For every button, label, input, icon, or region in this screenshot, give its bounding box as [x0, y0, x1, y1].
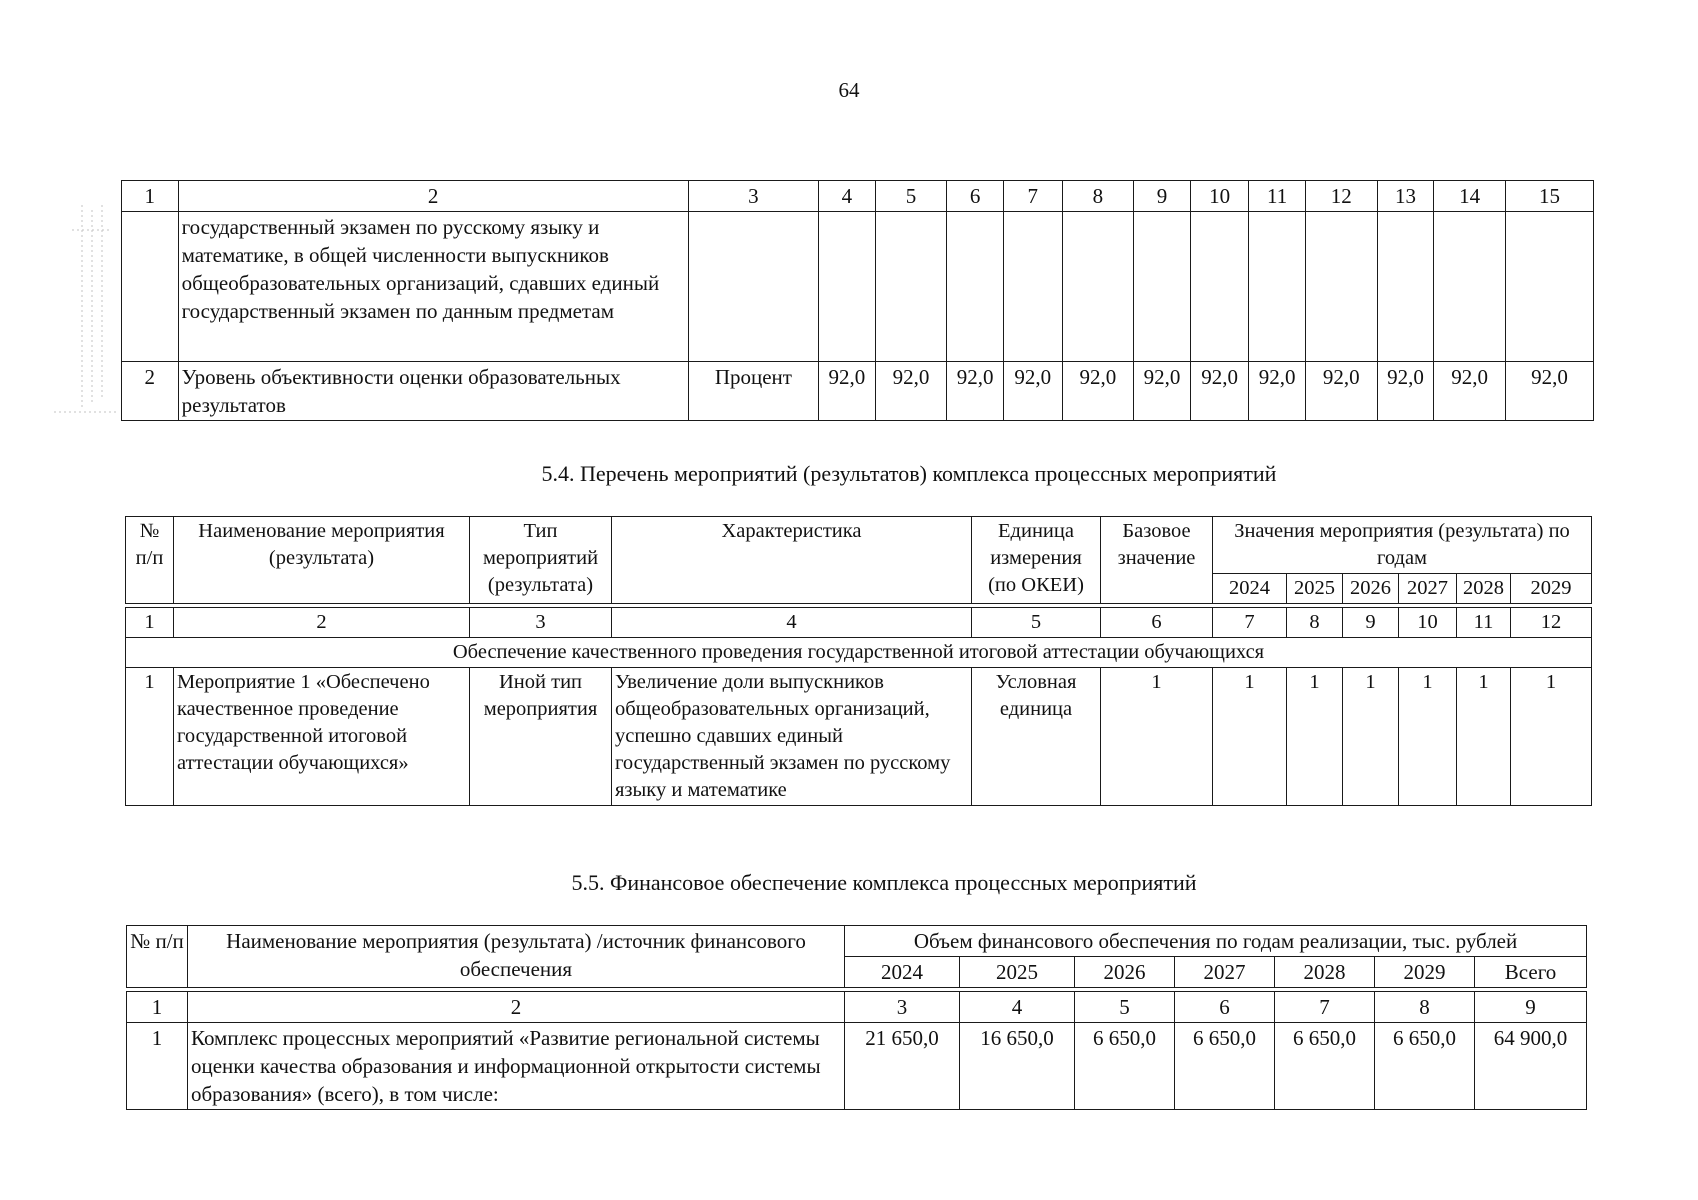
header-name: Наименование мероприятия (результата) /источник финансового обеспечения: [188, 926, 845, 988]
header-num: № п/п: [127, 926, 188, 988]
col-num: 9: [1343, 608, 1399, 638]
year-header: 2025: [960, 957, 1075, 988]
section-title-5-5: 5.5. Финансовое обеспечение комплекса процессных мероприятий: [571, 870, 1197, 895]
col-num: 13: [1377, 181, 1434, 212]
year-header: 2029: [1511, 574, 1592, 604]
value-cell: 92,0: [875, 362, 947, 421]
value-cell: 92,0: [1434, 362, 1506, 421]
table-row: [122, 362, 1594, 421]
col-num: 4: [612, 608, 972, 638]
col-num: 12: [1511, 608, 1592, 638]
section-title-5-4: 5.4. Перечень мероприятий (результатов) комплекса процессных мероприятий: [541, 461, 1277, 486]
col-num: 3: [470, 608, 612, 638]
row-number: 1: [126, 668, 174, 806]
value-cell: 1: [1343, 668, 1399, 806]
value-cell: 1: [1287, 668, 1343, 806]
col-num: 2: [174, 608, 470, 638]
col-num: 6: [947, 181, 1004, 212]
group-row: [126, 638, 1592, 668]
indicators-table: [121, 180, 1594, 421]
col-num: 15: [1505, 181, 1593, 212]
header-values-group: Значения мероприятия (результата) по годам: [1213, 517, 1592, 574]
table-row: [127, 1023, 1587, 1110]
year-header: 2025: [1287, 574, 1343, 604]
col-num: 7: [1213, 608, 1287, 638]
year-header: 2024: [1213, 574, 1287, 604]
value-cell: 92,0: [1062, 362, 1134, 421]
year-header: 2029: [1375, 957, 1475, 988]
col-num: 14: [1434, 181, 1506, 212]
header-num: № п/п: [126, 517, 174, 604]
page-number: 64: [838, 78, 860, 102]
financing-table: [126, 925, 1587, 1110]
table-header-row: [127, 926, 1587, 957]
value-cell: 92,0: [1134, 362, 1191, 421]
value-cell: 92,0: [947, 362, 1004, 421]
amount-cell: 21 650,0: [845, 1023, 960, 1110]
col-num: 9: [1134, 181, 1191, 212]
activity-name: Мероприятие 1 «Обеспечено качественное проведение государственной итоговой аттестации обучающихся»: [174, 668, 470, 806]
col-num: 1: [122, 181, 179, 212]
header-volume-group: Объем финансового обеспечения по годам реализации, тыс. рублей: [845, 926, 1587, 957]
value-cell: 1: [1213, 668, 1287, 806]
col-num: 5: [875, 181, 947, 212]
unit-cell: Процент: [688, 362, 818, 421]
total-amount-cell: 64 900,0: [1475, 1023, 1587, 1110]
complex-name: Комплекс процессных мероприятий «Развитие региональной системы оценки качества образования и информационной открытости системы образования» (всего), в том числе:: [188, 1023, 845, 1110]
col-num: 2: [188, 992, 845, 1023]
header-base: Базовое значение: [1101, 517, 1213, 604]
year-header: 2026: [1075, 957, 1175, 988]
total-header: Всего: [1475, 957, 1587, 988]
activity-type: Иной тип мероприятия: [470, 668, 612, 806]
header-characteristic: Характеристика: [612, 517, 972, 604]
col-num: 4: [819, 181, 876, 212]
col-num: 1: [126, 608, 174, 638]
unit-cell: Условная единица: [972, 668, 1101, 806]
value-cell: 92,0: [1305, 362, 1377, 421]
year-header: 2024: [845, 957, 960, 988]
group-title: Обеспечение качественного проведения государственной итоговой аттестации обучающихся: [126, 638, 1592, 668]
col-num: 9: [1475, 992, 1587, 1023]
col-num: 7: [1003, 181, 1062, 212]
indicator-name: Уровень объективности оценки образовательных результатов: [178, 362, 688, 421]
col-num: 12: [1305, 181, 1377, 212]
header-unit: Единица измерения (по ОКЕИ): [972, 517, 1101, 604]
value-cell: 92,0: [1003, 362, 1062, 421]
column-number-row: [127, 992, 1587, 1023]
col-num: 11: [1249, 181, 1306, 212]
col-num: 2: [178, 181, 688, 212]
column-number-row: [126, 608, 1592, 638]
table-header-row: [126, 517, 1592, 574]
year-header: 2028: [1457, 574, 1511, 604]
continuation-text: государственный экзамен по русскому языку и математике, в общей численности выпускников общеобразовательных организаций, сдавших единый государственный экзамен по данным предметам: [178, 212, 688, 362]
year-header: 2026: [1343, 574, 1399, 604]
value-cell: 92,0: [1190, 362, 1249, 421]
amount-cell: 6 650,0: [1375, 1023, 1475, 1110]
row-number: 2: [122, 362, 179, 421]
table-row: [126, 668, 1592, 806]
margin-stamp: [52, 200, 120, 415]
col-num: 10: [1399, 608, 1457, 638]
value-cell: 92,0: [819, 362, 876, 421]
activities-table: [125, 516, 1592, 806]
col-num: 8: [1287, 608, 1343, 638]
value-cell: 92,0: [1377, 362, 1434, 421]
table-header-row: [122, 181, 1594, 212]
value-cell: 1: [1399, 668, 1457, 806]
value-cell: 92,0: [1505, 362, 1593, 421]
col-num: 1: [127, 992, 188, 1023]
year-header: 2028: [1275, 957, 1375, 988]
amount-cell: 6 650,0: [1275, 1023, 1375, 1110]
year-header: 2027: [1175, 957, 1275, 988]
amount-cell: 6 650,0: [1175, 1023, 1275, 1110]
table-row: [122, 212, 1594, 362]
amount-cell: 6 650,0: [1075, 1023, 1175, 1110]
amount-cell: 16 650,0: [960, 1023, 1075, 1110]
col-num: 4: [960, 992, 1075, 1023]
header-type: Тип мероприятий (результата): [470, 517, 612, 604]
year-header: 2027: [1399, 574, 1457, 604]
value-cell: 1: [1511, 668, 1592, 806]
col-num: 5: [972, 608, 1101, 638]
col-num: 3: [845, 992, 960, 1023]
base-value: 1: [1101, 668, 1213, 806]
row-number: 1: [127, 1023, 188, 1110]
col-num: 3: [688, 181, 818, 212]
col-num: 6: [1101, 608, 1213, 638]
col-num: 5: [1075, 992, 1175, 1023]
header-name: Наименование мероприятия (результата): [174, 517, 470, 604]
col-num: 8: [1062, 181, 1134, 212]
col-num: 11: [1457, 608, 1511, 638]
col-num: 8: [1375, 992, 1475, 1023]
activity-characteristic: Увеличение доли выпускников общеобразовательных организаций, успешно сдавших единый государственный экзамен по русскому языку и математике: [612, 668, 972, 806]
value-cell: 92,0: [1249, 362, 1306, 421]
col-num: 10: [1190, 181, 1249, 212]
col-num: 6: [1175, 992, 1275, 1023]
value-cell: 1: [1457, 668, 1511, 806]
col-num: 7: [1275, 992, 1375, 1023]
